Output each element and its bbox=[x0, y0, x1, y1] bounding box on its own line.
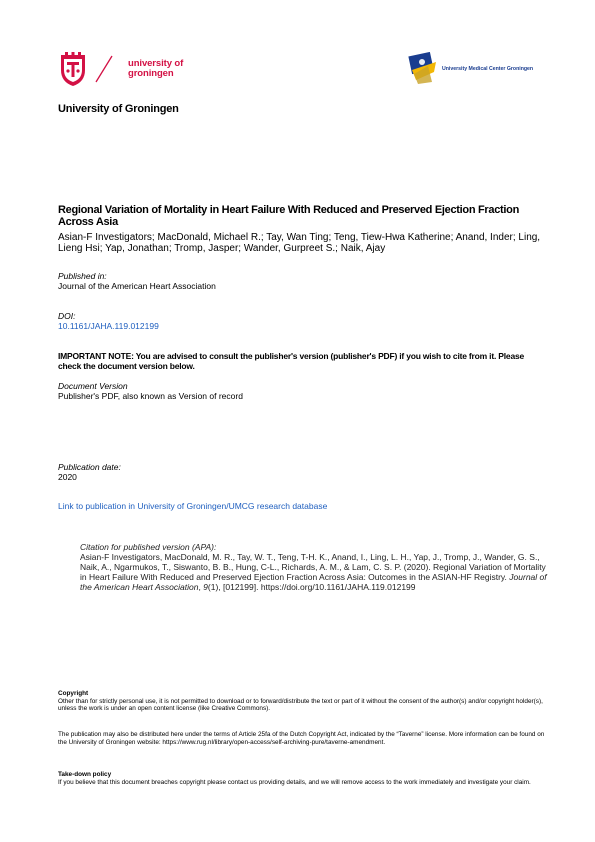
published-in-label: Published in: bbox=[58, 271, 107, 281]
doi-link[interactable]: 10.1161/JAHA.119.012199 bbox=[58, 321, 159, 331]
institution-name: University of Groningen bbox=[58, 103, 179, 115]
citation-text-part1: Asian-F Investigators, MacDonald, M. R., Tay, W. T., Teng, T-H. K., Anand, I., Ling, L. H., Yap, J., Tromp, J., Wander, G. S., Naik, A., Ngarmukos, T., Siswanto, B. B., Hung, C-L., Richards, A. M., & Lam, C. S. P. (2020). Regional Variation of Mortality in Heart Failure With Reduced and Preserved Ejection Fraction Across Asia: Outcomes in the ASIAN-HF Registry. bbox=[80, 552, 546, 582]
crest-icon bbox=[58, 52, 88, 88]
logo-slash-icon bbox=[94, 54, 114, 84]
important-note: IMPORTANT NOTE: You are advised to consult the publisher's version (publisher's PDF) if you wish to cite from it. Please check the document version below. bbox=[58, 351, 525, 371]
license-section bbox=[58, 731, 548, 746]
copyright-text: Other than for strictly personal use, it is not permitted to download or to forward/distribute the text or part of it without the consent of the author(s) and/or copyright holder(s), unless the work is under an open content license (like Creative Commons). bbox=[58, 697, 543, 713]
publication-date-label: Publication date: bbox=[58, 462, 121, 472]
doi-label: DOI: bbox=[58, 311, 76, 321]
umcg-logo-text: University Medical Center Groningen bbox=[442, 66, 534, 72]
umcg-logo bbox=[408, 52, 548, 92]
license-text: The publication may also be distributed here under the terms of Article 25fa of the Dutch Copyright Act, indicated by the “Taverne” license. More information can be found on the University of Groningen website: https://www.rug.nl/library/open-access/self-archiving-pure/taverne-amendment. bbox=[58, 731, 545, 746]
rug-logo-wordmark bbox=[128, 59, 183, 79]
citation-volume: 9 bbox=[203, 582, 208, 592]
publication-date-value: 2020 bbox=[58, 472, 77, 482]
journal-name: Journal of the American Heart Association bbox=[58, 281, 216, 291]
rug-logo-line1: university of bbox=[128, 58, 184, 69]
article-title: Regional Variation of Mortality in Heart Failure With Reduced and Preserved Ejection Fraction Across Asia bbox=[58, 204, 519, 228]
copyright-heading: Copyright bbox=[58, 690, 89, 697]
research-database-link[interactable]: Link to publication in University of Groningen/UMCG research database bbox=[58, 501, 328, 511]
takedown-section bbox=[58, 771, 548, 786]
author-list: Asian-F Investigators; MacDonald, Michael R.; Tay, Wan Ting; Teng, Tiew-Hwa Katherine; Anand, Inder; Ling, Lieng Hsi; Yap, Jonathan; Tromp, Jasper; Wander, Gurpreet S.; Naik, Ajay bbox=[58, 232, 541, 255]
umcg-mark-icon bbox=[408, 52, 440, 86]
citation-label: Citation for published version (APA): bbox=[80, 542, 217, 552]
document-version-value: Publisher's PDF, also known as Version of record bbox=[58, 391, 243, 401]
citation-text-part2: (1), [012199]. https://doi.org/10.1161/JAHA.119.012199 bbox=[207, 582, 416, 592]
takedown-heading: Take-down policy bbox=[58, 771, 112, 778]
citation-block bbox=[80, 542, 550, 592]
rug-logo-line2: groningen bbox=[128, 68, 174, 79]
document-version-label: Document Version bbox=[58, 381, 128, 391]
citation-text: Asian-F Investigators, MacDonald, M. R., Tay, W. T., Teng, T-H. K., Anand, I., Ling, L. H., Yap, J., Tromp, J., Wander, G. S., Naik, A., Ngarmukos, T., Siswanto, B. B., Hung, C-L., Richards, A. M., & Lam, C. S. P. (2020). Regional Variation of Mortality in Heart Failure With Reduced and Preserved Ejection Fraction Across Asia: Outcomes in the ASIAN-HF Registry. Journal of the American Heart Association, 9(1), [012199]. https://doi.org/10.1161/JAHA.119.012199 bbox=[80, 552, 547, 592]
takedown-text: If you believe that this document breaches copyright please contact us providing details, and we will remove access to the work immediately and investigate your claim. bbox=[58, 778, 531, 786]
university-of-groningen-logo bbox=[58, 52, 188, 92]
citation-journal: Journal of the American Heart Association bbox=[80, 572, 547, 592]
copyright-section bbox=[58, 690, 548, 713]
